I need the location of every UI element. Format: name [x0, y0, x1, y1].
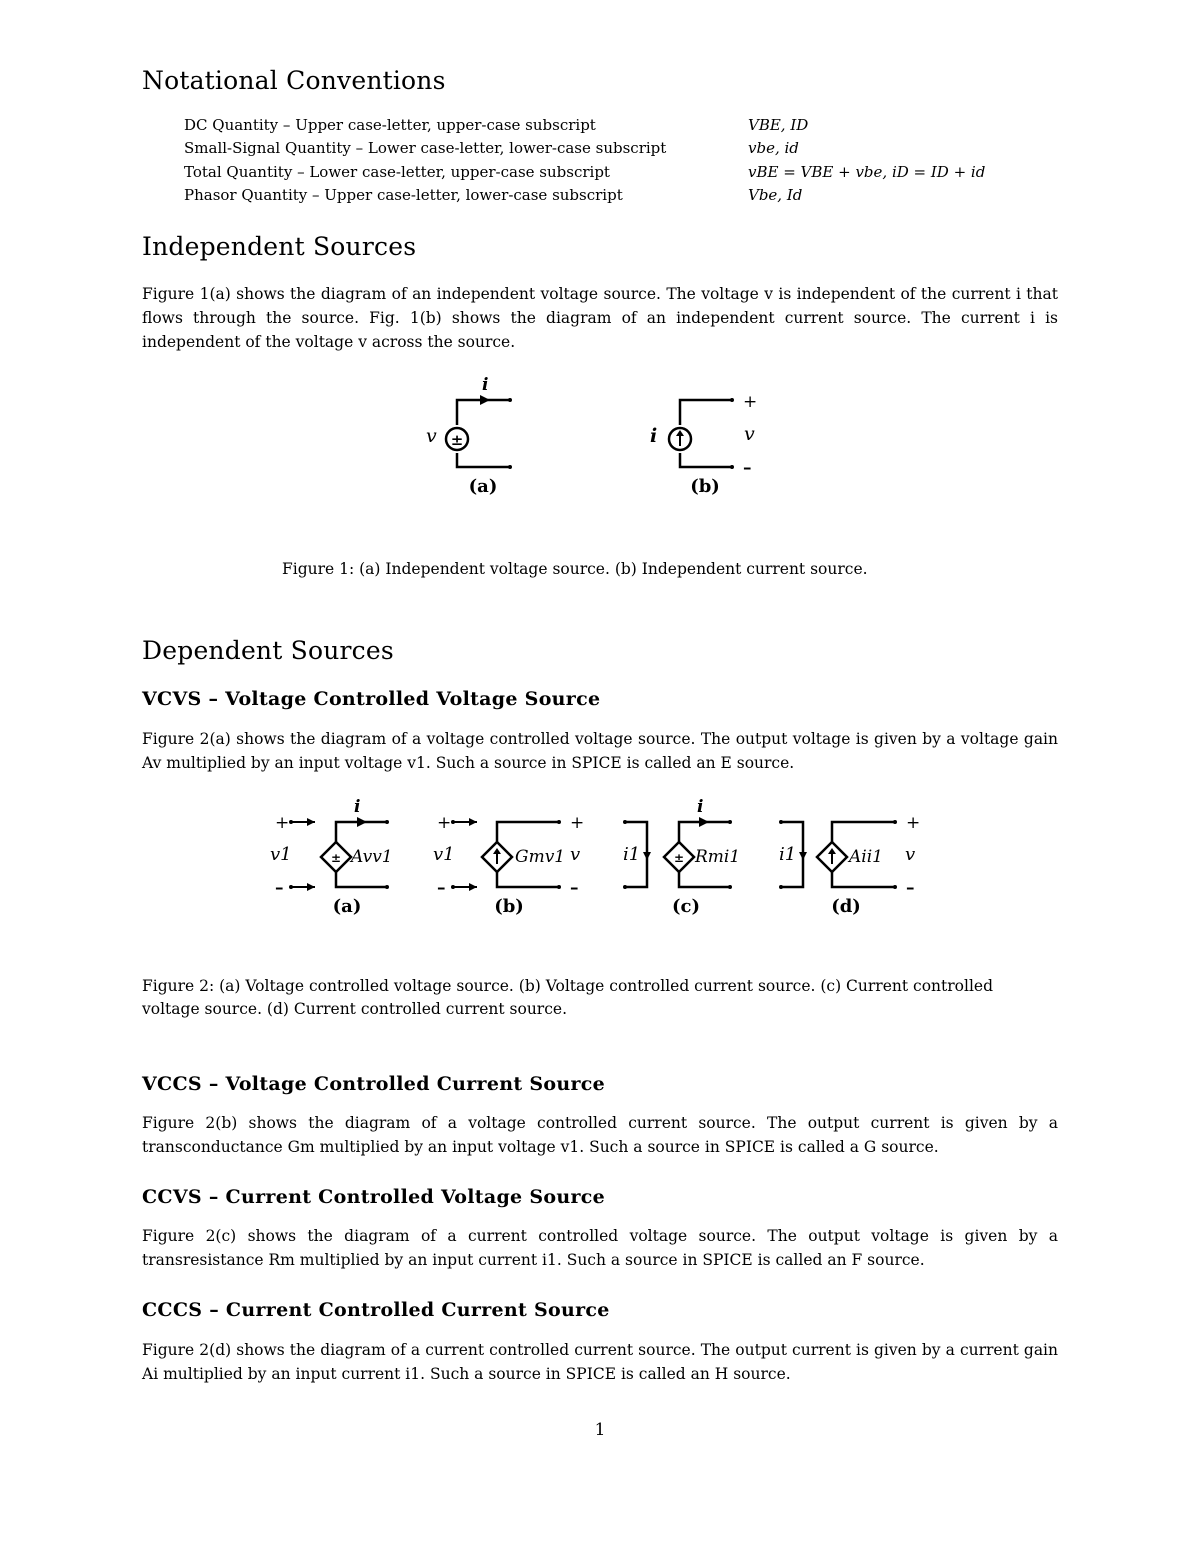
notational-conventions-heading: Notational Conventions: [142, 66, 446, 95]
minus-sign: –: [275, 878, 284, 898]
figure-label-d: (d): [831, 896, 861, 917]
gain-label-ai-i1: Aii1: [849, 847, 883, 867]
plus-sign: +: [275, 813, 290, 833]
current-label-i: i: [650, 425, 658, 447]
minus-sign: –: [906, 878, 915, 898]
notation-example: vbe, id: [748, 139, 799, 158]
plus-sign: +: [906, 813, 921, 833]
svg-text:±: ±: [673, 851, 685, 865]
independent-sources-paragraph: Figure 1(a) shows the diagram of an independent voltage source. The voltage v is independent of the current i that flows through the source. Fig. 1(b) shows the diagram of an independent current source. The current i is independent of the voltage v across the source.: [142, 285, 1058, 351]
voltage-label-v: v: [426, 425, 437, 447]
figure-label-a: (a): [332, 896, 362, 917]
notation-description: Total Quantity – Lower case-letter, upper-case subscript: [184, 162, 610, 181]
figure-label-c: (c): [672, 896, 700, 917]
gain-label-rm-i1: Rmi1: [695, 847, 741, 867]
input-current-i1: i1: [623, 844, 641, 865]
minus-sign: –: [570, 878, 579, 898]
notation-example: VBE, ID: [748, 115, 809, 134]
notation-table: [184, 113, 985, 207]
dependent-sources-heading: Dependent Sources: [142, 636, 394, 665]
independent-sources-heading: Independent Sources: [142, 232, 417, 261]
plus-sign: +: [743, 392, 758, 412]
minus-sign: –: [437, 878, 446, 898]
output-voltage-v: v: [570, 844, 581, 865]
figure-2-caption-line-2: voltage source. (d) Current controlled current source.: [142, 1000, 567, 1018]
table-row: [184, 160, 985, 184]
notation-description: DC Quantity – Upper case-letter, upper-case subscript: [184, 115, 596, 134]
current-label-i: i: [354, 797, 361, 817]
cccs-heading: CCCS – Current Controlled Current Source: [142, 1299, 610, 1321]
minus-sign: –: [743, 458, 752, 478]
figure-label-a: (a): [468, 476, 498, 497]
page-number: 1: [594, 1420, 606, 1440]
table-row: [184, 137, 985, 161]
notation-description: Small-Signal Quantity – Lower case-letter, lower-case subscript: [184, 139, 667, 158]
vcvs-diagram: [270, 797, 393, 917]
vcvs-heading: VCVS – Voltage Controlled Voltage Source: [142, 688, 601, 710]
vcvs-paragraph: Figure 2(a) shows the diagram of a voltage controlled voltage source. The output voltage is given by a voltage gain Av multiplied by an input voltage v1. Such a source in SPICE is called an E source.: [142, 730, 1058, 772]
notation-example: vBE = VBE + vbe, iD = ID + id: [748, 162, 986, 181]
independent-voltage-source: [426, 375, 512, 497]
vccs-paragraph: Figure 2(b) shows the diagram of a voltage controlled current source. The output current is given by a transconductance Gm multiplied by an input voltage v1. Such a source in SPICE is called a G source.: [142, 1114, 1058, 1156]
ccvs-heading: CCVS – Current Controlled Voltage Source: [142, 1186, 606, 1208]
table-row: [184, 113, 985, 137]
current-label-i: i: [482, 375, 489, 395]
figure-label-b: (b): [690, 476, 720, 497]
cccs-diagram: [779, 813, 920, 917]
gain-label-gm-v1: Gmv1: [515, 847, 566, 867]
cccs-paragraph: Figure 2(d) shows the diagram of a current controlled current source. The output current is given by a current gain Ai multiplied by an input current i1. Such a source in SPICE is called an H source.: [142, 1341, 1058, 1383]
input-voltage-v1: v1: [270, 844, 292, 865]
vccs-heading: VCCS – Voltage Controlled Current Source: [142, 1073, 606, 1095]
notation-example: Vbe, Id: [748, 186, 803, 205]
independent-current-source: [650, 392, 757, 497]
input-voltage-v1: v1: [433, 844, 455, 865]
figure-label-b: (b): [494, 896, 524, 917]
figure-2-caption-line-1: Figure 2: (a) Voltage controlled voltage source. (b) Voltage controlled current source. (c) Current controlled: [142, 977, 994, 995]
notation-description: Phasor Quantity – Upper case-letter, lower-case subscript: [184, 186, 623, 205]
ccvs-diagram: [623, 797, 740, 917]
plus-sign: +: [570, 813, 585, 833]
plus-sign: +: [437, 813, 452, 833]
figure-2-diagram: [265, 792, 935, 922]
voltage-label-v: v: [744, 423, 755, 445]
figure-1-diagram: [410, 370, 790, 505]
table-row: [184, 184, 985, 208]
output-voltage-v: v: [905, 844, 916, 865]
figure-1-caption: Figure 1: (a) Independent voltage source. (b) Independent current source.: [282, 560, 868, 578]
gain-label-av-v1: Avv1: [351, 847, 393, 867]
plus-minus-symbol: ±: [450, 431, 464, 449]
current-label-i: i: [697, 797, 704, 817]
vccs-diagram: [433, 813, 584, 917]
ccvs-paragraph: Figure 2(c) shows the diagram of a current controlled voltage source. The output voltage is given by a transresistance Rm multiplied by an input current i1. Such a source in SPICE is called an F source.: [142, 1227, 1058, 1269]
input-current-i1: i1: [779, 844, 797, 865]
svg-text:±: ±: [330, 851, 342, 865]
